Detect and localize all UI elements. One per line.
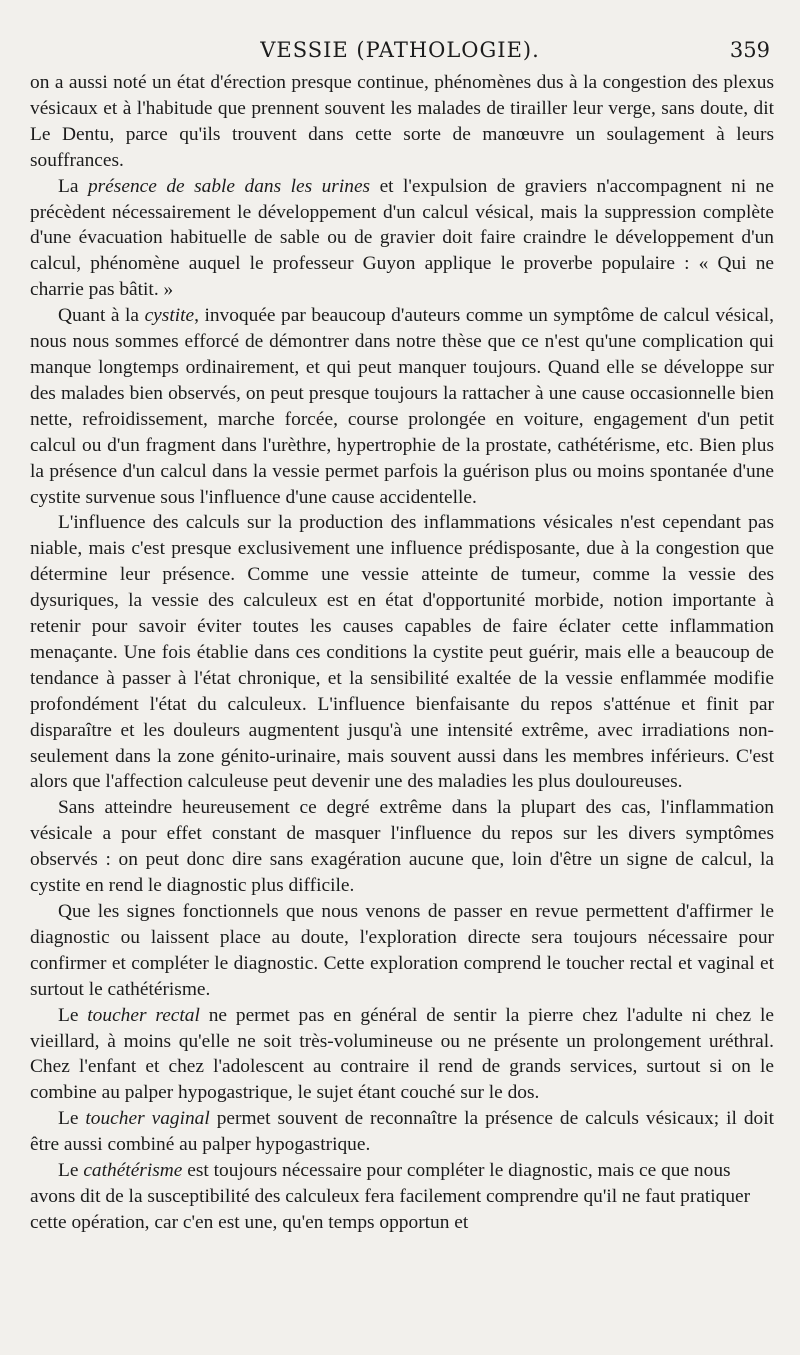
page-number: 359: [729, 38, 770, 62]
text-segment: et l'expulsion de graviers n'accompagnent ni ne précèdent nécessairement le développement d'un calcul vésical, mais la suppression complète d'une évacuation habituelle de sable ou de gravier doit faire craindre le développement d'un calcul, phénomène auquel le professeur Guyon applique le proverbe populaire : « Qui ne charrie pas bâtit. »: [30, 175, 774, 301]
text-segment: L'influence des calculs sur la production des inflammations vésicales n'est cependant pas niable, mais c'est presque exclusivement une influence prédisposante, due à la congestion que détermine leur présence. Comme une vessie atteinte de tumeur, comme la vessie des dysuriques, la vessie des calculeux est en état d'opportunité morbide, notion importante à retenir pour savoir éviter toutes les causes capables de faire éclater cette inflammation menaçante. Une fois établie dans ces conditions la cystite peut guérir, mais elle a beaucoup de tendance à passer à l'état chronique, et la sensibilité exaltée de la vessie enflammée modifie profondément l'état du calculeux. L'influence bienfaisante du repos s'atténue et finit par disparaître et les douleurs augmentent jusqu'à une intensité extrême, avec irradiations non-seulement dans la zone génito-urinaire, mais souvent aussi dans les membres inférieurs. C'est alors que l'affection calculeuse peut devenir une des maladies les plus douloureuses.: [30, 512, 774, 793]
paragraph: [30, 510, 774, 795]
italic-term: toucher rectal: [87, 1004, 200, 1026]
text-segment: Le: [58, 1004, 88, 1026]
paragraph: [30, 70, 774, 174]
body-text: [30, 70, 774, 1236]
text-segment: Le: [58, 1160, 84, 1182]
italic-term: cystite: [144, 305, 195, 327]
paragraph: [30, 899, 774, 1003]
text-segment: on a aussi noté un état d'érection presque continue, phénomènes dus à la congestion des plexus vésicaux et à l'habitude que prennent souvent les malades de tirailler leur verge, sans doute, dit Le Dentu, parce qu'ils trouvent dans cette sorte de manœuvre un soulagement à leurs souffrances.: [30, 72, 774, 171]
text-segment: , invoquée par beaucoup d'auteurs comme un symptôme de calcul vésical, nous nous sommes efforcé de démontrer dans notre thèse que ce n'est qu'une complication qui manque longtemps ordinairement, et qui peut manquer toujours. Quand elle se développe sur des malades bien observés, on peut presque toujours la rattacher à une cause occasionnelle bien nette, refroidissement, marche forcée, course prolongée en voiture, engagement d'un petit calcul ou d'un fragment dans l'urèthre, hypertrophie de la prostate, cathétérisme, etc. Bien plus la présence d'un calcul dans la vessie permet parfois la guérison plus ou moins spontanée d'une cystite survenue sous l'influence d'une cause accidentelle.: [30, 305, 775, 508]
running-title: VESSIE (PATHOLOGIE).: [260, 38, 540, 62]
paragraph: [30, 174, 774, 304]
paragraph: [30, 303, 774, 510]
italic-term: présence de sable dans les urines: [87, 175, 371, 197]
page-header: [0, 38, 800, 72]
text-segment: Que les signes fonctionnels que nous venons de passer en revue permettent d'affirmer le diagnostic ou laissent place au doute, l'exploration directe sera toujours nécessaire pour confirmer et compléter le diagnostic. Cette exploration comprend le toucher rectal et vaginal et surtout le cathétérisme.: [30, 901, 774, 1000]
paragraph: [30, 795, 774, 899]
paragraph: [30, 1106, 774, 1158]
text-segment: Le: [58, 1108, 86, 1130]
paragraph: [30, 1158, 774, 1236]
text-segment: est toujours nécessaire pour compléter le diagnostic, mais ce que nous avons dit de la susceptibilité des calculeux fera facilement comprendre qu'il ne faut pratiquer cette opération, car c'en est une, qu'en temps opportun et: [30, 1160, 751, 1233]
text-segment: La: [58, 175, 88, 197]
text-segment: ne permet pas en général de sentir la pierre chez l'adulte ni chez le vieillard, à moins qu'elle ne soit très-volumineuse ou ne présente un prolongement uréthral. Chez l'enfant et chez l'adolescent au contraire il rend de grands services, surtout si on le combine au palper hypogastrique, le sujet étant couché sur le dos.: [30, 1004, 774, 1104]
text-segment: Sans atteindre heureusement ce degré extrême dans la plupart des cas, l'inflammation vésicale a pour effet constant de masquer l'influence du repos sur les divers symptômes observés : on peut donc dire sans exagération aucune que, loin d'être un signe de calcul, la cystite en rend le diagnostic plus difficile.: [30, 797, 774, 897]
italic-term: toucher vaginal: [85, 1108, 210, 1130]
text-segment: Quant à la: [58, 305, 145, 327]
text-segment: permet souvent de reconnaître la présence de calculs vésicaux; il doit être aussi combiné au palper hypogastrique.: [30, 1108, 774, 1156]
paragraph: [30, 1003, 774, 1107]
italic-term: cathétérisme: [83, 1160, 183, 1182]
